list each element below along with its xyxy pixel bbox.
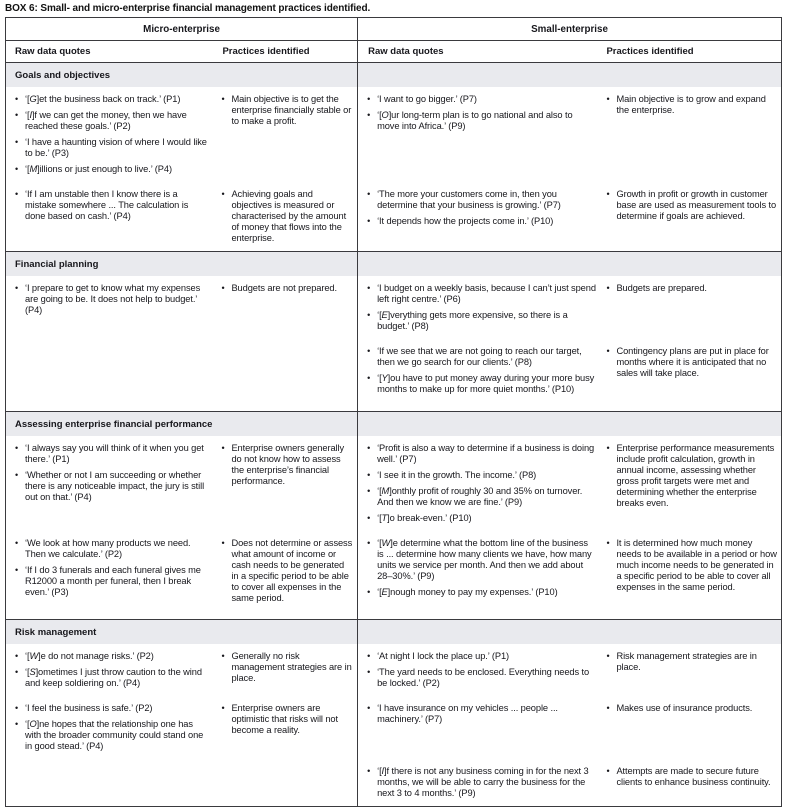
quote-item xyxy=(367,283,596,305)
bullet-icon: • xyxy=(367,310,371,320)
quote-item xyxy=(15,164,208,175)
bullet-text: ‘If I am unstable then I know there is a mistake somewhere ... The calculation is done based on cash.’ (P4) xyxy=(25,189,189,221)
practice-item xyxy=(606,346,777,379)
bullet-icon: • xyxy=(606,651,610,661)
micro-quotes-cell xyxy=(6,531,215,619)
practice-item xyxy=(221,189,353,244)
bullet-text: ‘The yard needs to be enclosed. Everything needs to be locked.’ (P2) xyxy=(377,667,590,688)
section-assessing-performance xyxy=(6,411,781,619)
column-header-micro-practices: Practices identified xyxy=(222,46,310,57)
small-practices-cell xyxy=(604,759,781,806)
column-group-header-micro: Micro-enterprise xyxy=(6,18,357,41)
micro-quotes-cell xyxy=(6,339,215,411)
bullet-text: ‘The more your customers come in, then you determine that your business is growing.’ (P7) xyxy=(377,189,561,210)
table-header-row xyxy=(6,18,781,41)
table-subheader-row xyxy=(6,41,781,62)
small-quotes-cell xyxy=(357,696,604,759)
section-title: Assessing enterprise financial performance xyxy=(15,418,213,430)
bullet-text: ‘[O]ur long-term plan is to go national and also to move into Africa.’ (P9) xyxy=(377,110,573,131)
bullet-icon: • xyxy=(367,189,371,199)
bullet-icon: • xyxy=(367,216,371,226)
quote-item xyxy=(367,513,596,524)
quote-item xyxy=(15,137,208,159)
bullet-text: ‘If we see that we are not going to reach our target, then we go search for our clients.’ (P8) xyxy=(377,346,582,367)
small-practices-cell xyxy=(604,339,781,411)
quote-item xyxy=(15,283,208,316)
quote-item xyxy=(367,703,596,725)
bullet-text: ‘[I]f we can get the money, then we have reached these goals.’ (P2) xyxy=(25,110,187,131)
practice-item xyxy=(606,443,777,509)
section-title: Risk management xyxy=(15,626,97,638)
section-header xyxy=(6,251,781,276)
section-header xyxy=(6,62,781,87)
bullet-icon: • xyxy=(15,443,19,453)
bullet-icon: • xyxy=(15,110,19,120)
bullet-icon: • xyxy=(367,513,371,523)
bullet-text: ‘At night I lock the place up.’ (P1) xyxy=(377,651,510,661)
bullet-text: Risk management strategies are in place. xyxy=(616,651,757,672)
quote-item xyxy=(15,94,208,105)
small-quotes-cell xyxy=(357,87,604,182)
section-risk-management xyxy=(6,619,781,806)
bullet-icon: • xyxy=(15,565,19,575)
quote-item xyxy=(15,651,208,662)
practice-item xyxy=(221,703,353,736)
column-group-header-small: Small-enterprise xyxy=(357,18,781,41)
section-header-spacer xyxy=(357,252,781,276)
micro-practices-cell xyxy=(215,339,357,411)
bullet-icon: • xyxy=(15,94,19,104)
bullet-icon: • xyxy=(15,651,19,661)
practice-item xyxy=(606,538,777,593)
bullet-icon: • xyxy=(15,538,19,548)
bullet-icon: • xyxy=(367,703,371,713)
practice-item xyxy=(606,189,777,222)
quote-item xyxy=(367,587,596,598)
micro-quotes-cell xyxy=(6,436,215,531)
bullet-icon: • xyxy=(15,164,19,174)
bullet-text: ‘We look at how many products we need. Then we calculate.’ (P2) xyxy=(25,538,191,559)
micro-practices-cell xyxy=(215,436,357,531)
bullet-text: ‘If I do 3 funerals and each funeral gives me R12000 a month per funeral, then I break even.’ (P3) xyxy=(25,565,201,597)
practice-item xyxy=(606,94,777,116)
bullet-text: ‘[W]e do not manage risks.’ (P2) xyxy=(25,651,154,661)
small-quotes-cell xyxy=(357,531,604,619)
quote-item xyxy=(15,538,208,560)
bullet-text: ‘[W]e determine what the bottom line of the business is ... determine how many clients we have, how many units we service per month. And then we add about 28–30%.’ (P9) xyxy=(377,538,592,581)
small-quotes-cell xyxy=(357,644,604,696)
bullet-text: ‘Profit is also a way to determine if a business is doing well.’ (P7) xyxy=(377,443,595,464)
micro-quotes-cell xyxy=(6,696,215,759)
bullet-icon: • xyxy=(606,538,610,548)
section-body xyxy=(6,436,781,619)
bullet-icon: • xyxy=(367,373,371,383)
micro-practices-cell xyxy=(215,531,357,619)
micro-practices-cell xyxy=(215,759,357,806)
section-financial-planning xyxy=(6,251,781,411)
bullet-text: ‘Whether or not I am succeeding or whether there is any noticeable impact, the jury is still out on that.’ (P4) xyxy=(25,470,205,502)
bullet-text: It is determined how much money needs to be available in a period or how much income needs to be generated in a specific period to be able to cover all expenses in the same period. xyxy=(616,538,777,592)
quote-item xyxy=(367,651,596,662)
bullet-text: ‘[I]f there is not any business coming in for the next 3 months, we will be able to carry the business for the next 3 to 4 months.’ (P9) xyxy=(377,766,589,798)
bullet-text: Main objective is to grow and expand the enterprise. xyxy=(616,94,766,115)
bullet-text: ‘I feel the business is safe.’ (P2) xyxy=(25,703,153,713)
practice-item xyxy=(606,283,777,294)
bullet-icon: • xyxy=(606,443,610,453)
practice-item xyxy=(606,651,777,673)
bullet-icon: • xyxy=(606,94,610,104)
small-practices-cell xyxy=(604,531,781,619)
bullet-text: ‘I budget on a weekly basis, because I can’t just spend left right centre.’ (P6) xyxy=(377,283,596,304)
bullet-text: ‘I want to go bigger.’ (P7) xyxy=(377,94,477,104)
bullet-icon: • xyxy=(15,189,19,199)
quote-item xyxy=(367,486,596,508)
bullet-text: Attempts are made to secure future clients to enhance business continuity. xyxy=(616,766,771,787)
quote-item xyxy=(15,667,208,689)
bullet-text: ‘[Y]ou have to put money away during your more busy months to make up for more quiet months.’ (P10) xyxy=(377,373,595,394)
quote-item xyxy=(15,470,208,503)
section-title: Financial planning xyxy=(15,258,99,270)
bullet-text: ‘It depends how the projects come in.’ (P10) xyxy=(377,216,554,226)
quote-item xyxy=(367,667,596,689)
quote-item xyxy=(367,189,596,211)
bullet-text: Enterprise performance measurements include profit calculation, growth in annual income, assessing whether gross profit targets were met and determining whether the enterprise breaks even. xyxy=(616,443,775,508)
section-header-spacer xyxy=(357,412,781,436)
bullet-icon: • xyxy=(221,189,225,199)
bullet-icon: • xyxy=(367,486,371,496)
bullet-icon: • xyxy=(606,189,610,199)
bullet-text: Makes use of insurance products. xyxy=(616,703,753,713)
small-quotes-cell xyxy=(357,759,604,806)
quote-item xyxy=(15,703,208,714)
micro-quotes-cell xyxy=(6,759,215,806)
micro-practices-cell xyxy=(215,644,357,696)
section-goals xyxy=(6,62,781,251)
bullet-icon: • xyxy=(606,766,610,776)
bullet-icon: • xyxy=(606,283,610,293)
micro-practices-cell xyxy=(215,696,357,759)
bullet-text: ‘I have a haunting vision of where I would like to be.’ (P3) xyxy=(25,137,207,158)
column-header-small-practices: Practices identified xyxy=(606,46,694,57)
bullet-icon: • xyxy=(367,346,371,356)
bullet-icon: • xyxy=(15,667,19,677)
small-practices-cell xyxy=(604,87,781,182)
practice-item xyxy=(221,94,353,127)
bullet-text: Generally no risk management strategies are in place. xyxy=(231,651,352,683)
micro-quotes-cell xyxy=(6,182,215,251)
quote-item xyxy=(367,443,596,465)
quote-item xyxy=(15,443,208,465)
micro-practices-cell xyxy=(215,276,357,339)
bullet-text: Achieving goals and objectives is measured or characterised by the amount of money that flows into the enterprise. xyxy=(231,189,347,243)
bullet-icon: • xyxy=(15,137,19,147)
bullet-icon: • xyxy=(221,703,225,713)
quote-item xyxy=(15,189,208,222)
quote-item xyxy=(367,94,596,105)
bullet-icon: • xyxy=(606,703,610,713)
quote-item xyxy=(367,216,596,227)
bullet-text: Enterprise owners generally do not know how to assess the enterprise’s financial performance. xyxy=(231,443,344,486)
section-body xyxy=(6,644,781,806)
bullet-icon: • xyxy=(606,346,610,356)
practice-item xyxy=(606,703,777,714)
small-quotes-cell xyxy=(357,339,604,411)
bullet-icon: • xyxy=(15,719,19,729)
practice-item xyxy=(221,538,353,604)
small-practices-cell xyxy=(604,696,781,759)
section-body xyxy=(6,87,781,251)
bullet-icon: • xyxy=(221,443,225,453)
quote-item xyxy=(367,346,596,368)
bullet-text: Enterprise owners are optimistic that risks will not become a reality. xyxy=(231,703,338,735)
practice-item xyxy=(221,443,353,487)
small-practices-cell xyxy=(604,182,781,251)
bullet-text: ‘I prepare to get to know what my expenses are going to be. It does not help to budget.’ (P4) xyxy=(25,283,201,315)
micro-practices-cell xyxy=(215,87,357,182)
section-header-spacer xyxy=(357,620,781,644)
bullet-icon: • xyxy=(367,110,371,120)
quote-item xyxy=(15,565,208,598)
bullet-text: ‘I always say you will think of it when you get there.’ (P1) xyxy=(25,443,204,464)
small-quotes-cell xyxy=(357,276,604,339)
quote-item xyxy=(367,110,596,132)
bullet-icon: • xyxy=(221,94,225,104)
practice-item xyxy=(221,283,353,294)
bullet-text: Main objective is to get the enterprise financially stable or to make a profit. xyxy=(231,94,352,126)
bullet-text: ‘[O]ne hopes that the relationship one has with the broader community could stand one in good stead.’ (P4) xyxy=(25,719,204,751)
section-header-spacer xyxy=(357,63,781,87)
bullet-text: ‘I see it in the growth. The income.’ (P8) xyxy=(377,470,537,480)
column-header-small-quotes: Raw data quotes xyxy=(357,41,604,62)
bullet-text: Budgets are not prepared. xyxy=(231,283,337,293)
section-header xyxy=(6,411,781,436)
bullet-text: Does not determine or assess what amount of income or cash needs to be generated in a specific period to be able to cover all expenses in the same period. xyxy=(231,538,353,603)
bullet-icon: • xyxy=(15,470,19,480)
bullet-icon: • xyxy=(367,651,371,661)
small-practices-cell xyxy=(604,644,781,696)
section-body xyxy=(6,276,781,411)
quote-item xyxy=(15,110,208,132)
bullet-text: ‘[M]illions or just enough to live.’ (P4) xyxy=(25,164,172,174)
practice-item xyxy=(221,651,353,684)
quote-item xyxy=(367,310,596,332)
bullet-text: ‘[G]et the business back on track.’ (P1) xyxy=(25,94,181,104)
bullet-icon: • xyxy=(367,283,371,293)
bullet-text: Contingency plans are put in place for months where it is anticipated that no sales will take place. xyxy=(616,346,769,378)
micro-quotes-cell xyxy=(6,87,215,182)
quote-item xyxy=(367,538,596,582)
bullet-text: Growth in profit or growth in customer base are used as measurement tools to determine if goals are achieved. xyxy=(616,189,777,221)
bullet-icon: • xyxy=(221,283,225,293)
quote-item xyxy=(15,719,208,752)
bullet-icon: • xyxy=(15,283,19,293)
micro-quotes-cell xyxy=(6,276,215,339)
section-title: Goals and objectives xyxy=(15,69,111,81)
column-header-micro-quotes: Raw data quotes xyxy=(15,46,91,57)
bullet-icon: • xyxy=(15,703,19,713)
bullet-icon: • xyxy=(367,443,371,453)
bullet-text: ‘[M]onthly profit of roughly 30 and 35% on turnover. And then we know we are fine.’ (P9) xyxy=(377,486,583,507)
practices-table xyxy=(5,17,782,807)
quote-item xyxy=(367,766,596,799)
bullet-icon: • xyxy=(367,94,371,104)
bullet-icon: • xyxy=(367,766,371,776)
bullet-icon: • xyxy=(221,538,225,548)
bullet-icon: • xyxy=(367,470,371,480)
page-title: BOX 6: Small- and micro-enterprise financial management practices identified. xyxy=(5,3,371,14)
small-practices-cell xyxy=(604,276,781,339)
bullet-text: ‘[E]nough money to pay my expenses.’ (P10) xyxy=(377,587,558,597)
small-quotes-cell xyxy=(357,182,604,251)
small-quotes-cell xyxy=(357,436,604,531)
bullet-text: ‘[E]verything gets more expensive, so there is a budget.’ (P8) xyxy=(377,310,568,331)
practice-item xyxy=(606,766,777,788)
bullet-icon: • xyxy=(367,587,371,597)
bullet-text: ‘[T]o break-even.’ (P10) xyxy=(377,513,472,523)
bullet-text: ‘I have insurance on my vehicles ... people ... machinery.’ (P7) xyxy=(377,703,558,724)
bullet-text: ‘[S]ometimes I just throw caution to the wind and keep soldiering on.’ (P4) xyxy=(25,667,202,688)
quote-item xyxy=(367,470,596,481)
quote-item xyxy=(367,373,596,395)
small-practices-cell xyxy=(604,436,781,531)
section-header xyxy=(6,619,781,644)
micro-practices-cell xyxy=(215,182,357,251)
bullet-icon: • xyxy=(367,667,371,677)
bullet-text: Budgets are prepared. xyxy=(616,283,707,293)
micro-quotes-cell xyxy=(6,644,215,696)
bullet-icon: • xyxy=(221,651,225,661)
bullet-icon: • xyxy=(367,538,371,548)
